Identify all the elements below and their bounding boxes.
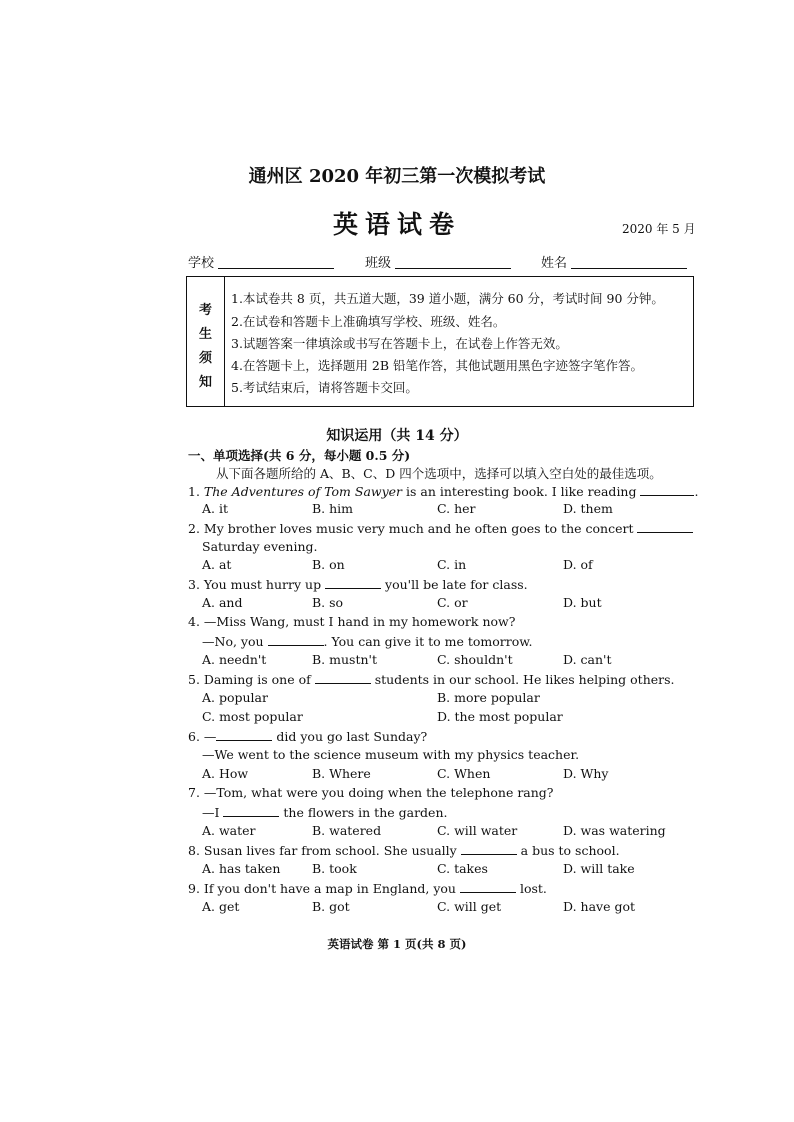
option-b[interactable]: B. on bbox=[312, 557, 345, 572]
exam-subtitle: 英语试卷 bbox=[332, 210, 461, 239]
option-a[interactable]: A. and bbox=[202, 595, 243, 610]
notice-head-char: 须 bbox=[198, 351, 212, 366]
option-a[interactable]: A. water bbox=[202, 823, 256, 838]
option-a[interactable]: A. How bbox=[202, 766, 249, 781]
option-a[interactable]: A. get bbox=[202, 899, 240, 914]
option-c[interactable]: C. her bbox=[437, 501, 476, 516]
option-c[interactable]: C. takes bbox=[437, 861, 488, 876]
option-d[interactable]: D. was watering bbox=[563, 823, 666, 838]
question-2-cont: Saturday evening. bbox=[202, 539, 318, 554]
option-b[interactable]: B. took bbox=[312, 861, 357, 876]
question-7: 7. —Tom, what were you doing when the telephone rang? bbox=[188, 785, 554, 800]
option-d[interactable]: D. have got bbox=[563, 899, 636, 914]
option-d[interactable]: D. but bbox=[563, 595, 602, 610]
option-c[interactable]: C. will get bbox=[437, 899, 502, 914]
page-footer: 英语试卷 第 1 页(共 8 页) bbox=[327, 937, 467, 951]
question-2: 2. My brother loves music very much and he often goes to the concert bbox=[188, 520, 693, 536]
instruction: 从下面各题所给的 A、B、C、D 四个选项中，选择可以填入空白处的最佳选项。 bbox=[216, 466, 662, 481]
question-4-reply: —No, you . You can give it to me tomorrow. bbox=[202, 634, 533, 649]
notice-item: 3.试题答案一律填涂或书写在答题卡上，在试卷上作答无效。 bbox=[231, 336, 568, 351]
answer-blank[interactable] bbox=[637, 520, 693, 533]
question-6-reply: —We went to the science museum with my physics teacher. bbox=[202, 747, 580, 762]
option-a[interactable]: A. has taken bbox=[202, 861, 281, 876]
option-b[interactable]: B. mustn't bbox=[312, 652, 377, 667]
notice-item: 5.考试结束后，请将答题卡交回。 bbox=[231, 380, 418, 395]
question-7-reply: —I the flowers in the garden. bbox=[202, 805, 448, 820]
option-b[interactable]: B. Where bbox=[312, 766, 371, 781]
class-label: 班级 bbox=[365, 256, 392, 271]
option-d[interactable]: D. the most popular bbox=[437, 709, 563, 724]
option-d[interactable]: D. them bbox=[563, 501, 613, 516]
answer-blank[interactable] bbox=[315, 671, 371, 684]
question-8: 8. Susan lives far from school. She usually a bus to school. bbox=[188, 843, 620, 858]
option-a[interactable]: A. it bbox=[202, 501, 228, 516]
school-label: 学校 bbox=[188, 256, 215, 271]
question-5: 5. Daming is one of students in our school. He likes helping others. bbox=[188, 672, 675, 687]
answer-blank[interactable] bbox=[223, 804, 279, 817]
option-b[interactable]: B. so bbox=[312, 595, 344, 610]
exam-date: 2020 年 5 月 bbox=[622, 222, 696, 236]
option-c[interactable]: C. most popular bbox=[202, 709, 303, 724]
question-6: 6. — did you go last Sunday? bbox=[188, 729, 428, 744]
notice-heading bbox=[187, 277, 225, 406]
option-d[interactable]: D. Why bbox=[563, 766, 609, 781]
option-d[interactable]: D. will take bbox=[563, 861, 635, 876]
exam-title: 通州区 2020 年初三第一次模拟考试 bbox=[248, 166, 546, 187]
section-title: 知识运用（共 14 分） bbox=[326, 428, 468, 444]
answer-blank[interactable] bbox=[461, 842, 517, 855]
notice-item: 4.在答题卡上，选择题用 2B 铅笔作答，其他试题用黑色字迹签字笔作答。 bbox=[231, 358, 644, 373]
name-label: 姓名 bbox=[541, 256, 568, 271]
notice-item: 2.在试卷和答题卡上准确填写学校、班级、姓名。 bbox=[231, 314, 506, 329]
option-c[interactable]: C. When bbox=[437, 766, 491, 781]
school-field[interactable] bbox=[218, 268, 334, 269]
option-a[interactable]: A. needn't bbox=[202, 652, 267, 667]
notice-head-char: 知 bbox=[198, 375, 212, 390]
option-c[interactable]: C. in bbox=[437, 557, 467, 572]
answer-blank[interactable] bbox=[268, 633, 324, 646]
option-c[interactable]: C. or bbox=[437, 595, 468, 610]
option-b[interactable]: B. got bbox=[312, 899, 350, 914]
option-b[interactable]: B. watered bbox=[312, 823, 382, 838]
name-field[interactable] bbox=[571, 268, 687, 269]
question-3: 3. You must hurry up you'll be late for class. bbox=[188, 577, 528, 592]
part-title: 一、单项选择(共 6 分，每小题 0.5 分) bbox=[188, 448, 411, 463]
notice-head-char: 生 bbox=[198, 327, 212, 342]
notice-head-char: 考 bbox=[198, 303, 212, 318]
answer-blank[interactable] bbox=[325, 576, 381, 589]
option-a[interactable]: A. at bbox=[202, 557, 232, 572]
answer-blank[interactable] bbox=[640, 483, 694, 496]
class-field[interactable] bbox=[395, 268, 511, 269]
option-d[interactable]: D. can't bbox=[563, 652, 612, 667]
question-9: 9. If you don't have a map in England, you lost. bbox=[188, 881, 547, 896]
exam-notice-box bbox=[186, 276, 694, 407]
option-a[interactable]: A. popular bbox=[202, 690, 268, 705]
question-1: 1. The Adventures of Tom Sawyer is an interesting book. I like reading . bbox=[188, 484, 699, 499]
notice-item: 1.本试卷共 8 页，共五道大题，39 道小题，满分 60 分，考试时间 90 分钟。 bbox=[231, 291, 664, 306]
option-c[interactable]: C. shouldn't bbox=[437, 652, 513, 667]
answer-blank[interactable] bbox=[460, 880, 516, 893]
option-d[interactable]: D. of bbox=[563, 557, 593, 572]
book-title: The Adventures of Tom Sawyer bbox=[203, 484, 403, 499]
answer-blank[interactable] bbox=[216, 728, 272, 741]
question-4: 4. —Miss Wang, must I hand in my homework now? bbox=[188, 614, 516, 629]
option-b[interactable]: B. more popular bbox=[437, 690, 540, 705]
option-c[interactable]: C. will water bbox=[437, 823, 518, 838]
option-b[interactable]: B. him bbox=[312, 501, 354, 516]
